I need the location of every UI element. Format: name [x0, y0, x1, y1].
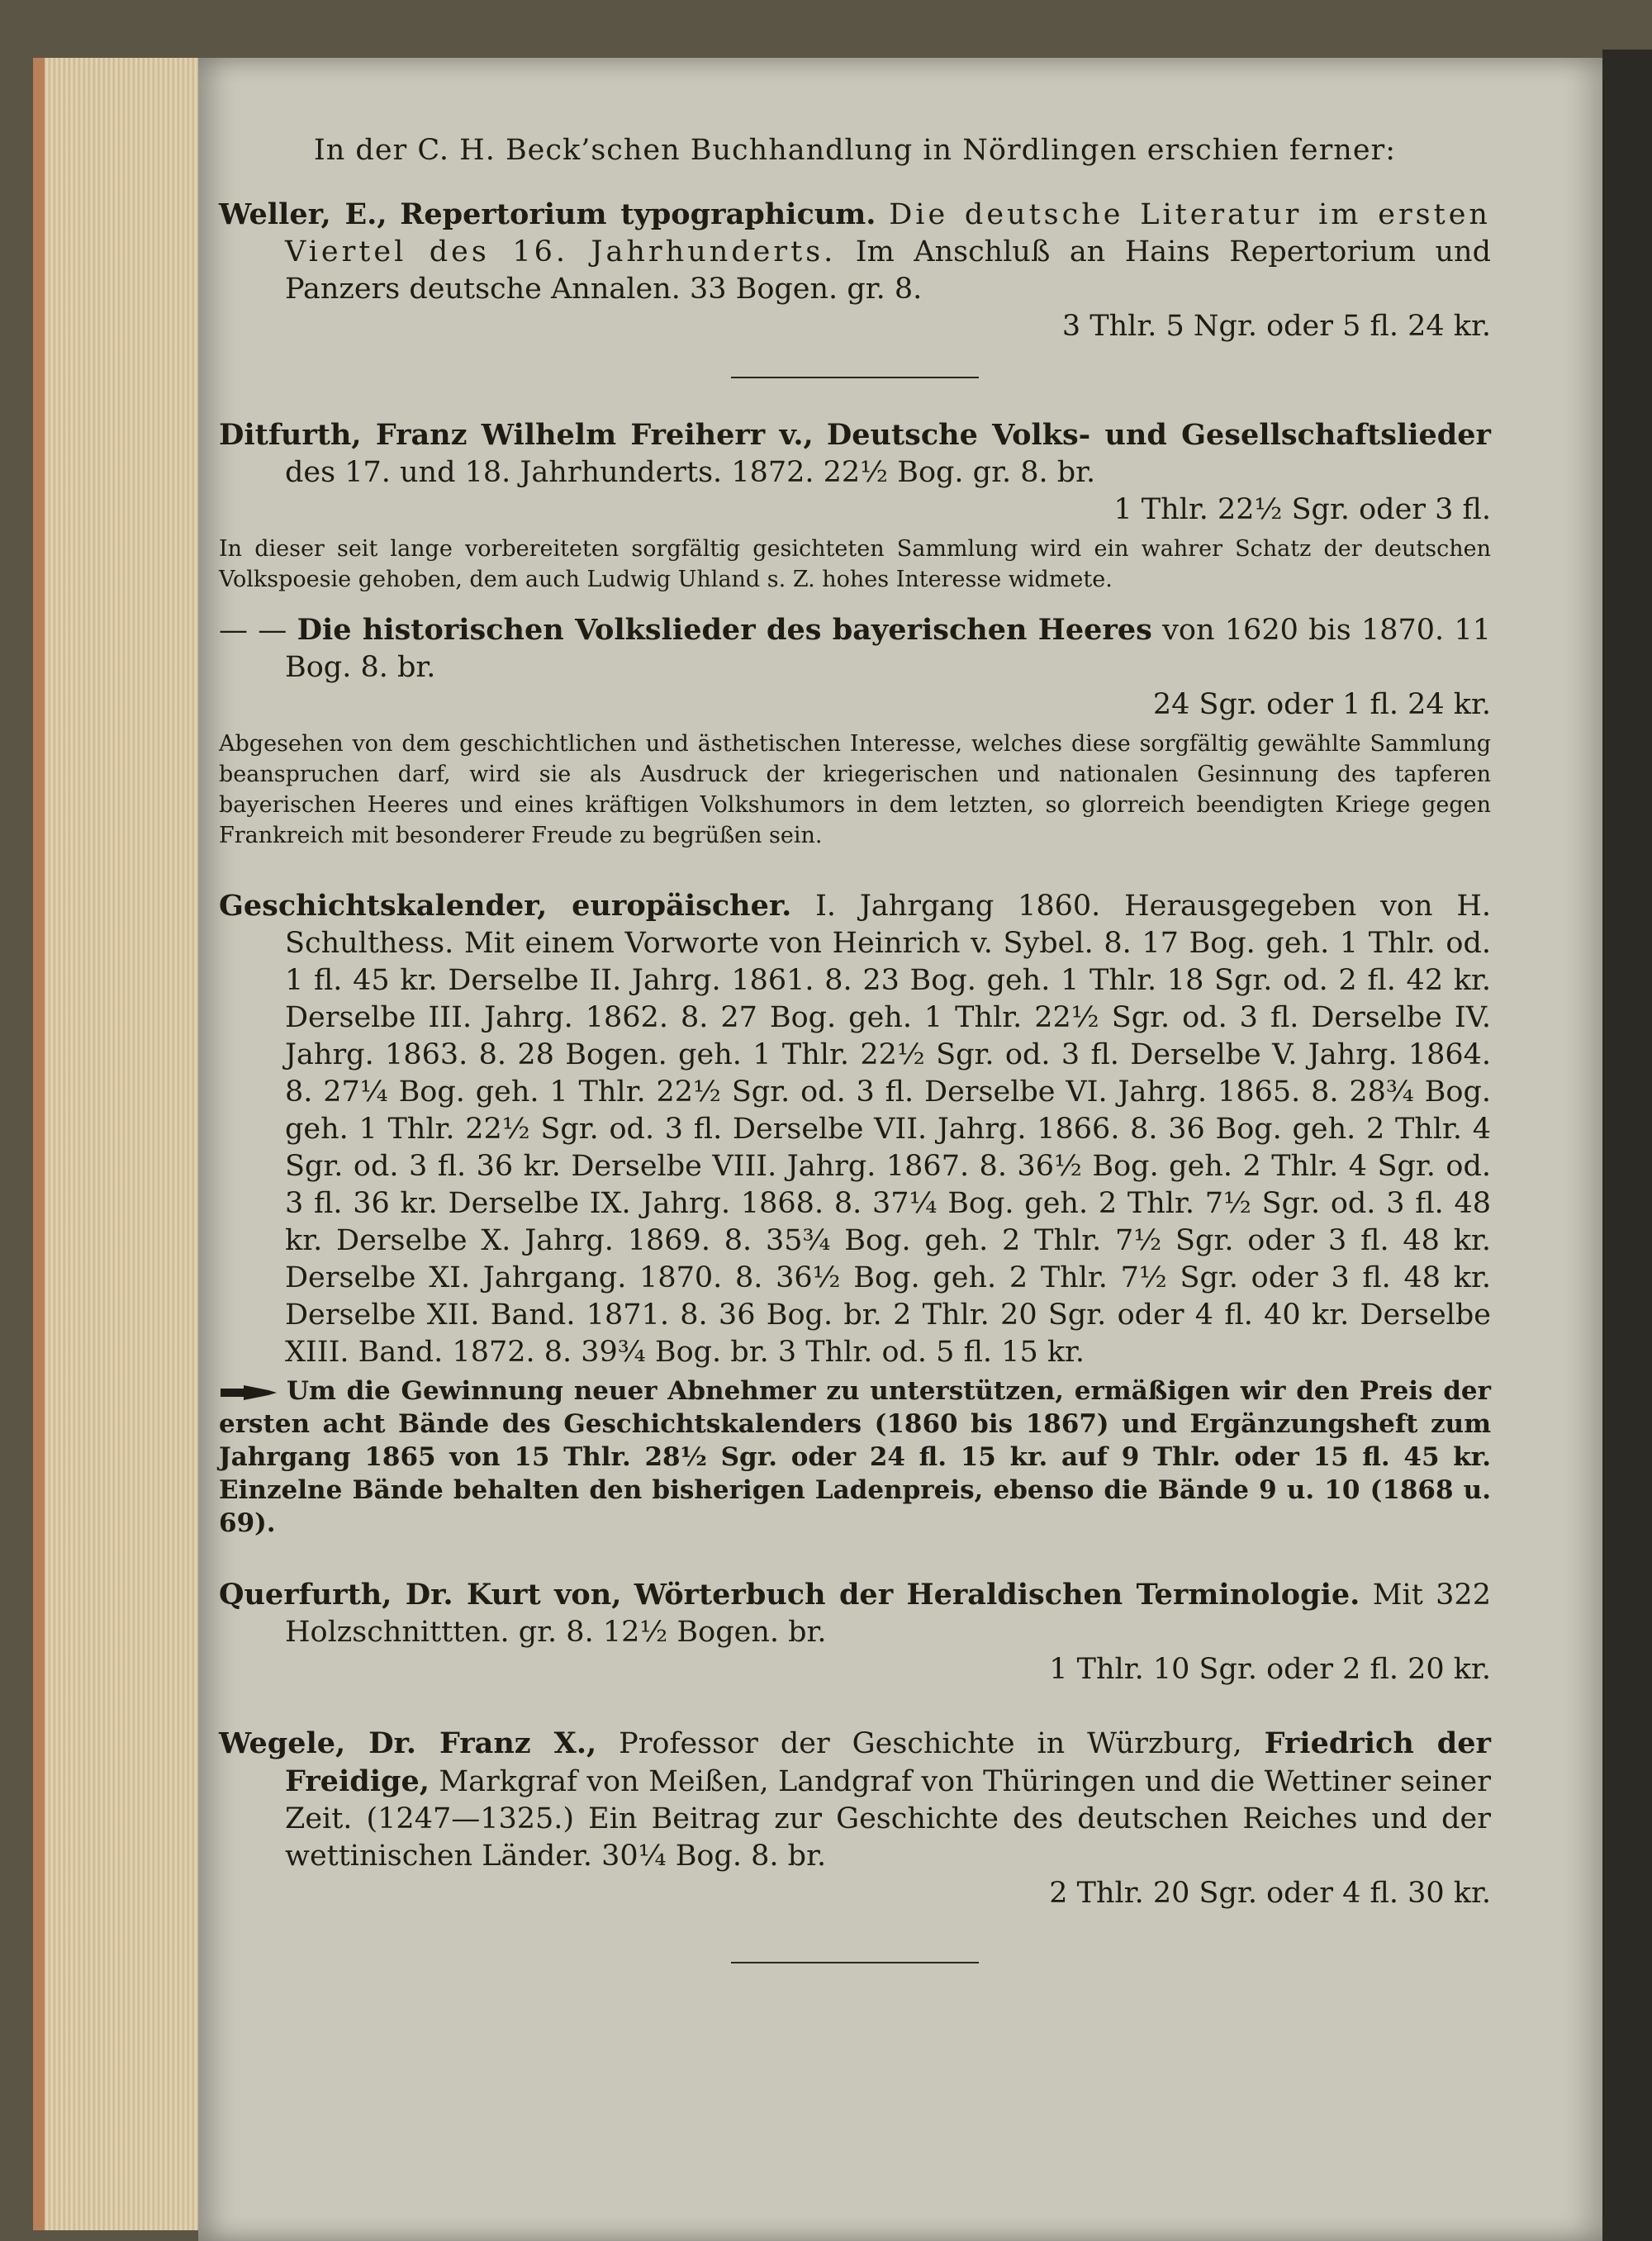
entry-author: Wegele, Dr. Franz X., [219, 1726, 597, 1760]
entry-title: Die historischen Volkslieder des bayerischen Heeres [297, 613, 1152, 647]
entry-price: 3 Thlr. 5 Ngr. oder 5 fl. 24 kr. [1061, 310, 1491, 343]
book-spine [1602, 50, 1652, 2241]
entry-description: Im Anschluß an Hains Repertorium und Panzers deutsche Annalen. 33 Bogen. gr. 8. [285, 235, 1491, 306]
entry-title: Wörterbuch der Heraldischen Terminologie. [634, 1578, 1360, 1612]
section-divider-bottom [731, 1962, 979, 1963]
entry-description: des 17. und 18. Jahrhunderts. 1872. 22½ Bog. gr. 8. br. [285, 456, 1096, 489]
entry-title: Geschichtskalender, europäischer. [219, 889, 792, 923]
entry-author-role: Professor der Geschichte in Würzburg, [619, 1727, 1242, 1760]
entry-title: Deutsche Volks- und Gesellschaftslieder [826, 418, 1491, 452]
entry-description: Mit 322 Holzschnittten. gr. 8. 12½ Bogen. br. [285, 1579, 1491, 1649]
section-divider [731, 377, 979, 378]
entry-title: Repertorium typographicum. [400, 197, 876, 231]
entry-price: 24 Sgr. oder 1 fl. 24 kr. [1152, 688, 1491, 721]
entry-author: Ditfurth, Franz Wilhelm Freiherr v., [219, 418, 814, 452]
entry-note: Abgesehen von dem geschichtlichen und ästhetischen Interesse, welches diese sorgfältig gewählte Sammlung beanspruchen darf, wird sie als Ausdruck der kriegerischen und nationalen Gesinnung des tapferen bayerischen Heeres und eines kräftigen Volkshumors in dem letzten, so glorreich beendigten Kriege gegen Frankreich mit besonderer Freude zu begrüßen sein. [219, 731, 1491, 848]
entry-geschichtskalender [219, 887, 1491, 1540]
entry-description: I. Jahrgang 1860. Herausgegeben von H. Schulthess. Mit einem Vorworte von Heinrich v. Sybel. 8. 17 Bog. geh. 1 Thlr. od. 1 fl. 45 kr. Derselbe II. Jahrg. 1861. 8. 23 Bog. geh. 1 Thlr. 18 Sgr. od. 2 fl. 42 kr. Derselbe III. Jahrg. 1862. 8. 27 Bog. geh. 1 Thlr. 22½ Sgr. od. 3 fl. Derselbe IV. Jahrg. 1863. 8. 28 Bogen. geh. 1 Thlr. 22½ Sgr. od. 3 fl. Derselbe V. Jahrg. 1864. 8. 27¼ Bog. geh. 1 Thlr. 22½ Sgr. od. 3 fl. Derselbe VI. Jahrg. 1865. 8. 28¾ Bog. geh. 1 Thlr. 22½ Sgr. od. 3 fl. Derselbe VII. Jahrg. 1866. 8. 36 Bog. geh. 2 Thlr. 4 Sgr. od. 3 fl. 36 kr. Derselbe VIII. Jahrg. 1867. 8. 36½ Bog. geh. 2 Thlr. 4 Sgr. od. 3 fl. 36 kr. Derselbe IX. Jahrg. 1868. 8. 37¼ Bog. geh. 2 Thlr. 7½ Sgr. od. 3 fl. 48 kr. Derselbe X. Jahrg. 1869. 8. 35¾ Bog. geh. 2 Thlr. 7½ Sgr. oder 3 fl. 48 kr. Derselbe XI. Jahrgang. 1870. 8. 36½ Bog. geh. 2 Thlr. 7½ Sgr. oder 3 fl. 48 kr. Derselbe XII. Band. 1871. 8. 36 Bog. br. 2 Thlr. 20 Sgr. oder 4 fl. 40 kr. Derselbe XIII. Band. 1872. 8. 39¾ Bog. br. 3 Thlr. od. 5 fl. 15 kr. [285, 890, 1491, 1369]
entry-weller [219, 196, 1491, 345]
entry-ditfurth [219, 416, 1491, 595]
ditto-dash: — — [219, 614, 287, 647]
page-content [219, 132, 1491, 2001]
entry-description: Markgraf von Meißen, Landgraf von Thüringen und die Wettiner seiner Zeit. (1247—1325.) Ein Beitrag zur Geschichte des deutschen Reiches und der wettinischen Länder. 30¼ Bog. 8. br. [285, 1765, 1491, 1873]
entry-description-spaced: Die deutsche Literatur im ersten Viertel des 16. Jahrhunderts. [285, 198, 1491, 268]
entry-price: 2 Thlr. 20 Sgr. oder 4 fl. 30 kr. [1049, 1877, 1491, 1910]
promo-notice [219, 1375, 1491, 1540]
entry-price: 1 Thlr. 10 Sgr. oder 2 fl. 20 kr. [1049, 1653, 1491, 1686]
entry-author: Querfurth, Dr. Kurt von, [219, 1578, 622, 1612]
entry-title: Friedrich der Freidige, [285, 1726, 1491, 1798]
entry-price: 1 Thlr. 22½ Sgr. oder 3 fl. [1113, 493, 1491, 526]
entry-note: In dieser seit lange vorbereiteten sorgfältig gesichteten Sammlung wird ein wahrer Schatz der deutschen Volkspoesie gehoben, dem auch Ludwig Uhland s. Z. hohes Interesse widmete. [219, 536, 1491, 592]
page-header: In der C. H. Beck’schen Buchhandlung in Nördlingen erschien ferner: [313, 134, 1397, 167]
entry-author: Weller, E., [219, 197, 387, 231]
book-page-edges [33, 58, 210, 2230]
pointing-hand-icon [219, 1384, 278, 1402]
entry-querfurth [219, 1576, 1491, 1688]
entry-ditfurth-second [219, 611, 1491, 851]
entry-description: von 1620 bis 1870. 11 Bog. 8. br. [285, 614, 1491, 684]
entry-wegele [219, 1725, 1491, 1912]
promo-text: Um die Gewinnung neuer Abnehmer zu unterstützen, ermäßigen wir den Preis der ersten acht Bände des Geschichtskalenders (1860 bis 1867) und Ergänzungsheft zum Jahrgang 1865 von 15 Thlr. 28½ Sgr. oder 24 fl. 15 kr. auf 9 Thlr. oder 15 fl. 45 kr. Einzelne Bände behalten den bisherigen Ladenpreis, ebenso die Bände 9 u. 10 (1868 u. 69). [219, 1376, 1491, 1538]
